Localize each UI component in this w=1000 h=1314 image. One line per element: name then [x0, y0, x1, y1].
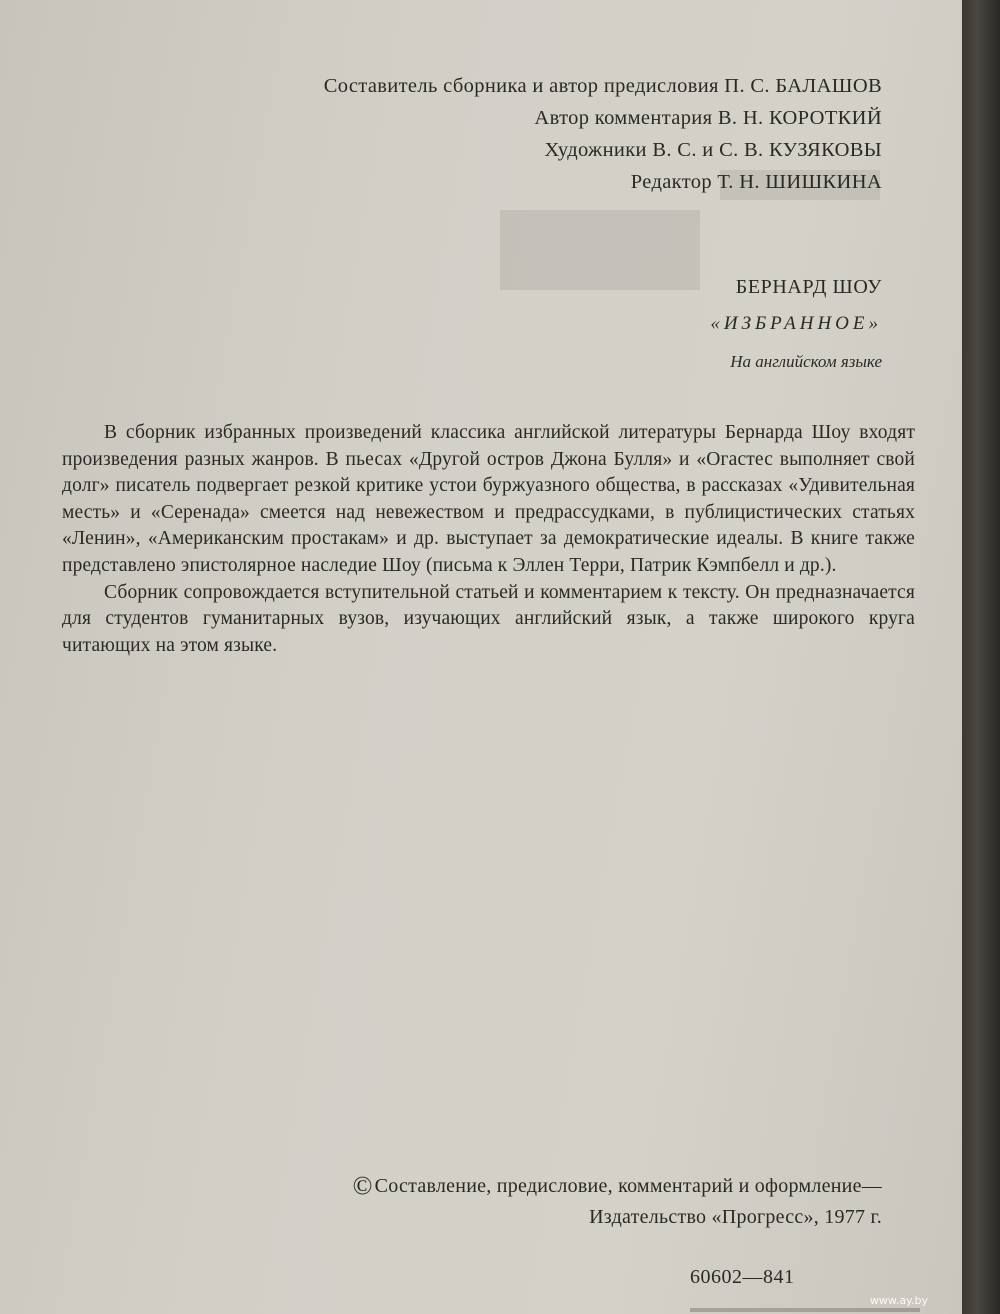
copyright-symbol: © — [352, 1171, 373, 1200]
credits-block — [324, 70, 882, 198]
credit-artists: Художники В. С. и С. В. КУЗЯКОВЫ — [544, 139, 882, 161]
abstract — [62, 420, 915, 659]
credit-editor: Редактор Т. Н. ШИШКИНА — [630, 171, 882, 193]
watermark: www.ay.by — [869, 1294, 928, 1307]
credit-compiler: Составитель сборника и автор предисловия П. С. БАЛАШОВ — [323, 75, 882, 97]
abstract-paragraph-2: Сборник сопровождается вступительной статьей и комментарием к тексту. Он предназначается для студентов гуманитарных вузов, изучающих английский язык, а также широкого круга читающих на этом языке. — [62, 581, 915, 656]
copyright-text-1: Составление, предисловие, комментарий и оформление— — [374, 1175, 882, 1197]
credit-commentary: Автор комментария В. Н. КОРОТКИЙ — [534, 107, 882, 129]
page-edge-shadow — [962, 0, 1000, 1314]
catalog-code: 60602—841 — [690, 1266, 795, 1288]
copyright-line-2: Издательство «Прогресс», 1977 г. — [589, 1206, 882, 1228]
book-title: «ИЗБРАННОЕ» — [710, 313, 882, 334]
copyright-line-1 — [353, 1170, 882, 1202]
book-author: БЕРНАРД ШОУ — [735, 276, 882, 298]
abstract-paragraph-1: В сборник избранных произведений классика английской литературы Бернарда Шоу входят произведения разных жанров. В пьесах «Другой остров Джона Булля» и «Огастес выполняет свой долг» писатель подвергает резкой критике устои буржуазного общества, в рассказах «Удивительная месть» и «Серенада» смеется над невежеством и предрассудками, в публицистических статьях «Ленин», «Американским простакам» и др. выступает за демократические идеалы. В книге также представлено эпистолярное наследие Шоу (письма к Эллен Терри, Патрик Кэмпбелл и др.). — [62, 422, 915, 576]
language-note: На английском языке — [730, 352, 882, 371]
copyright-block — [353, 1170, 882, 1233]
